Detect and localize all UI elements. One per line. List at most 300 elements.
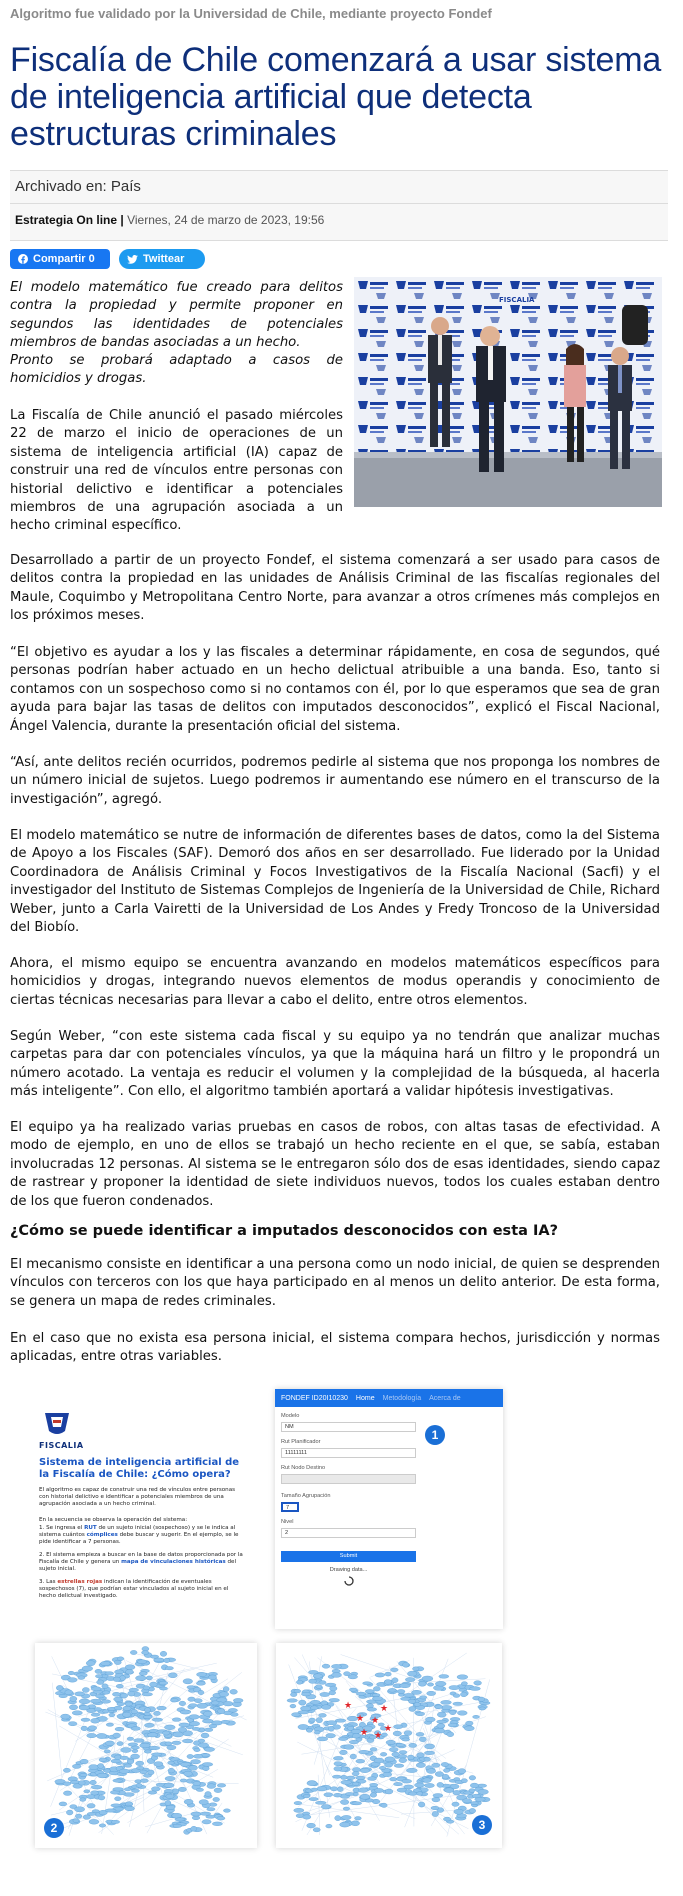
network-node — [307, 1823, 316, 1828]
network-node — [324, 1793, 333, 1797]
network-node — [166, 1794, 174, 1799]
network-node — [416, 1732, 424, 1736]
network-node — [346, 1776, 355, 1780]
network-node — [79, 1705, 90, 1710]
network-node — [432, 1811, 439, 1816]
network-node — [461, 1779, 467, 1783]
network-node — [157, 1706, 167, 1710]
suspect-star-icon: ★ — [371, 1716, 380, 1726]
network-node — [200, 1812, 211, 1815]
network-node — [214, 1788, 222, 1793]
network-node — [80, 1798, 86, 1802]
network-node — [121, 1693, 128, 1698]
network-node — [221, 1720, 229, 1723]
network-node — [431, 1806, 439, 1810]
network-node — [303, 1815, 311, 1819]
body-paragraph-1: La Fiscalía de Chile anunció el pasado miércoles 22 de marzo el inicio de operaciones de un sistema de inteligencia artificial (IA) capaz de construir una red de vínculos entre personas con historial delictivo e identificar a potenciales miembros de una agrupación asociada a un hecho criminal específico. — [10, 408, 343, 534]
submit-button[interactable]: Submit — [281, 1551, 416, 1562]
level-field[interactable]: 2 — [281, 1528, 416, 1538]
network-node — [394, 1725, 403, 1729]
network-node — [230, 1689, 238, 1694]
suspect-star-icon: ★ — [360, 1728, 369, 1738]
group-size-label: Tamaño Agrupación — [281, 1493, 331, 1499]
network-node — [372, 1696, 382, 1700]
network-node — [478, 1789, 489, 1794]
network-node — [78, 1676, 85, 1680]
network-node — [164, 1783, 174, 1788]
network-node — [416, 1763, 425, 1768]
network-node — [314, 1731, 320, 1735]
network-node — [301, 1692, 310, 1696]
network-node — [187, 1686, 195, 1689]
network-node — [127, 1737, 134, 1740]
network-node — [59, 1694, 68, 1698]
network-node — [356, 1759, 365, 1763]
network-node — [452, 1802, 459, 1806]
facebook-share-button[interactable] — [10, 249, 110, 269]
network-node — [116, 1684, 123, 1688]
press-conference-photo — [354, 277, 662, 507]
network-node — [196, 1682, 205, 1686]
network-node — [352, 1802, 362, 1805]
network-node — [315, 1801, 326, 1804]
network-node — [194, 1699, 202, 1703]
network-node — [126, 1669, 134, 1674]
infographic-suspects-map-panel — [276, 1643, 502, 1848]
network-node — [313, 1674, 322, 1679]
byline — [15, 213, 324, 227]
network-node — [98, 1764, 104, 1769]
network-node — [287, 1699, 297, 1703]
network-node — [91, 1713, 100, 1716]
network-node — [198, 1690, 204, 1694]
network-node — [103, 1710, 109, 1714]
network-node — [356, 1692, 366, 1695]
body-paragraph-7: Según Weber, “con este sistema cada fiscal y su equipo ya no tendrán que analizar muchas carpetas para dar con potenciales vínculos, ya que la máquina hará un filtro y le propondrá un número acotado. La ventaja es reducir el volumen y la complejidad de la búsqueda, al hacerla más inteligente”. Con ello, el algoritmo también aportará a validar hipótesis investigativas. — [10, 1029, 660, 1100]
network-node — [322, 1705, 331, 1710]
network-node — [443, 1768, 449, 1772]
network-node — [338, 1737, 347, 1741]
network-node — [154, 1762, 163, 1767]
model-label: Modelo — [281, 1413, 300, 1419]
network-node — [309, 1798, 318, 1801]
network-node — [414, 1703, 421, 1707]
network-node — [75, 1807, 85, 1812]
network-node — [427, 1691, 436, 1695]
network-node — [117, 1742, 123, 1746]
article-kicker: Algoritmo fue validado por la Universidad de Chile, mediante proyecto Fondef — [10, 6, 492, 21]
network-node — [184, 1771, 193, 1776]
network-node — [105, 1809, 116, 1812]
network-node — [443, 1817, 450, 1821]
step-badge-1: 1 — [425, 1425, 445, 1445]
network-node — [408, 1755, 415, 1760]
network-node — [162, 1731, 170, 1735]
app-nav-about[interactable]: Acerca de — [429, 1394, 461, 1402]
network-node — [389, 1747, 398, 1751]
network-node — [415, 1783, 425, 1787]
infographic-app-panel — [275, 1389, 503, 1629]
network-node — [349, 1688, 357, 1691]
network-node — [479, 1707, 486, 1710]
network-node — [299, 1700, 306, 1705]
network-node — [350, 1754, 356, 1759]
network-node — [374, 1758, 384, 1763]
network-node — [87, 1812, 96, 1815]
network-node — [156, 1783, 165, 1786]
byline-date: Viernes, 24 de marzo de 2023, 19:56 — [127, 213, 325, 227]
network-node — [450, 1717, 460, 1721]
network-node — [87, 1733, 97, 1737]
network-node — [404, 1731, 412, 1736]
network-node — [394, 1782, 403, 1785]
network-node — [300, 1706, 310, 1711]
network-node — [207, 1808, 215, 1811]
network-node — [317, 1786, 327, 1791]
network-node — [356, 1776, 366, 1780]
network-node — [115, 1797, 122, 1801]
network-node — [310, 1700, 320, 1704]
network-node — [104, 1769, 111, 1773]
app-nav-home[interactable]: Home — [355, 1394, 375, 1402]
network-node — [81, 1718, 90, 1721]
network-node — [310, 1706, 318, 1710]
network-node — [172, 1741, 181, 1745]
network-node — [101, 1700, 111, 1704]
network-node — [119, 1769, 129, 1773]
network-node — [469, 1776, 476, 1781]
network-node — [294, 1808, 304, 1812]
network-node — [131, 1789, 139, 1792]
network-node — [144, 1723, 154, 1727]
network-node — [136, 1761, 144, 1766]
network-node — [131, 1746, 139, 1749]
fiscalia-logo-icon — [43, 1411, 71, 1437]
infographic — [25, 1389, 505, 1849]
network-node — [384, 1680, 392, 1685]
network-node — [425, 1783, 435, 1787]
network-node — [109, 1713, 115, 1717]
section-subheading: ¿Cómo se puede identificar a imputados desconocidos con esta IA? — [10, 1223, 558, 1239]
network-node — [406, 1768, 417, 1772]
network-node — [217, 1817, 225, 1821]
network-node — [179, 1723, 190, 1727]
network-node — [113, 1779, 123, 1782]
network-node — [114, 1706, 122, 1710]
network-node — [447, 1732, 454, 1737]
network-node — [457, 1711, 467, 1716]
network-node — [167, 1745, 176, 1750]
network-node — [173, 1732, 183, 1737]
network-node — [115, 1727, 124, 1731]
network-node — [453, 1790, 461, 1795]
body-paragraph-3: “El objetivo es ayudar a los y las fiscales a determinar rápidamente, en cosa de segundos, qué personas podrían haber actuado en un hecho delictual atribuible a una banda. Eso, tanto si contamos con un sospechoso como si no contamos con él, por lo que esperamos que sea de gran ayuda para bajar las tasas de delitos con imputados desconocidos”, explicó el Fiscal Nacional, Ángel Valencia, durante la presentación oficial del sistema. — [10, 645, 660, 734]
network-node — [425, 1744, 435, 1749]
network-node — [453, 1694, 460, 1698]
network-node — [294, 1689, 301, 1693]
network-node — [132, 1749, 138, 1753]
network-node — [231, 1713, 239, 1717]
body-paragraph-2: Desarrollado a partir de un proyecto Fondef, el sistema comenzará a ser usado para casos de delitos contra la propiedad en las unidades de Análisis Criminal de las fiscalías regionales del Maule, Coquimbo y Metropolitana Centro Norte, para avanzar a otros crímenes más complejos en los próximos meses. — [10, 553, 660, 624]
network-node — [345, 1792, 354, 1795]
network-node — [329, 1698, 340, 1702]
network-node — [159, 1681, 168, 1685]
archived-category-link[interactable]: País — [110, 178, 141, 195]
network-node — [399, 1758, 407, 1763]
network-node — [208, 1675, 216, 1680]
network-node — [98, 1795, 105, 1800]
network-node — [375, 1673, 385, 1677]
network-edge — [318, 1775, 320, 1835]
network-node — [202, 1719, 213, 1723]
network-node — [68, 1722, 77, 1726]
network-node — [143, 1715, 152, 1718]
network-node — [207, 1784, 216, 1789]
network-node — [131, 1709, 138, 1713]
network-node — [151, 1787, 160, 1791]
network-node — [340, 1750, 348, 1755]
network-node — [148, 1791, 157, 1794]
network-node — [204, 1747, 215, 1751]
network-node — [211, 1701, 219, 1705]
network-node — [65, 1690, 73, 1695]
network-node — [333, 1756, 343, 1760]
network-node — [403, 1662, 410, 1667]
network-node — [296, 1680, 302, 1684]
network-node — [359, 1788, 368, 1793]
body-paragraph-10: En el caso que no exista esa persona inicial, el sistema compara hechos, jurisdicción y normas aplicadas, entre otras variables. — [10, 1331, 660, 1365]
network-node — [413, 1667, 420, 1671]
model-field[interactable]: NM — [281, 1422, 416, 1432]
network-node — [166, 1805, 175, 1809]
network-node — [298, 1711, 309, 1714]
network-node — [417, 1792, 423, 1796]
network-node — [330, 1686, 337, 1691]
network-node — [217, 1784, 226, 1788]
network-node — [449, 1710, 456, 1714]
network-node — [332, 1775, 341, 1778]
twitter-share-label: Twittear — [143, 253, 185, 265]
destination-field[interactable] — [281, 1474, 416, 1484]
network-node — [290, 1704, 296, 1708]
network-node — [72, 1764, 81, 1768]
network-node — [91, 1785, 102, 1789]
network-node — [223, 1687, 229, 1692]
network-node — [104, 1750, 110, 1753]
network-node — [470, 1687, 481, 1691]
network-node — [128, 1691, 135, 1696]
archived-label: Archivado en: — [15, 178, 107, 195]
network-node — [164, 1789, 173, 1793]
network-node — [102, 1684, 108, 1689]
network-node — [360, 1794, 370, 1799]
network-node — [409, 1699, 416, 1703]
network-node — [168, 1673, 177, 1678]
network-map-graph — [35, 1643, 257, 1848]
network-node — [82, 1666, 93, 1671]
network-node — [114, 1660, 121, 1664]
network-node — [75, 1692, 85, 1696]
network-node — [355, 1817, 362, 1821]
network-node — [63, 1768, 70, 1772]
rut-label: Rut Planificador — [281, 1439, 321, 1445]
network-node — [478, 1697, 485, 1702]
network-node — [365, 1690, 374, 1694]
network-node — [453, 1702, 463, 1705]
network-node — [437, 1720, 447, 1723]
network-node — [404, 1693, 415, 1697]
network-node — [97, 1733, 107, 1738]
network-node — [394, 1764, 404, 1768]
network-node — [209, 1724, 217, 1728]
network-node — [117, 1657, 124, 1661]
network-node — [56, 1685, 63, 1690]
network-node — [330, 1787, 337, 1791]
network-node — [388, 1688, 396, 1692]
network-node — [199, 1800, 208, 1805]
network-node — [441, 1762, 448, 1766]
network-node — [120, 1756, 128, 1760]
infographic-text-panel — [25, 1389, 255, 1629]
network-node — [127, 1759, 133, 1764]
network-node — [416, 1712, 425, 1716]
network-node — [462, 1799, 471, 1803]
network-node — [341, 1780, 352, 1784]
network-node — [111, 1820, 120, 1823]
app-header-bar — [275, 1389, 503, 1407]
network-node — [427, 1683, 433, 1686]
network-node — [322, 1664, 330, 1668]
network-node — [194, 1748, 200, 1752]
loading-spinner-icon — [344, 1576, 354, 1586]
infographic-sequence-intro: En la secuencia se observa la operación del sistema: — [39, 1517, 188, 1523]
network-node — [61, 1714, 70, 1719]
network-node — [290, 1693, 297, 1697]
archived-line — [15, 178, 141, 195]
network-node — [442, 1774, 449, 1779]
network-node — [159, 1687, 167, 1690]
network-node — [113, 1788, 124, 1792]
network-node — [95, 1675, 102, 1678]
network-node — [408, 1792, 417, 1796]
step-badge-3: 3 — [472, 1815, 492, 1835]
press-photo-illustration — [354, 277, 662, 507]
facebook-share-label: Compartir 0 — [33, 253, 95, 265]
network-node — [402, 1738, 410, 1741]
archived-box — [10, 170, 668, 204]
network-node — [427, 1769, 436, 1774]
network-node — [469, 1789, 475, 1793]
body-paragraph-6: Ahora, el mismo equipo se encuentra avanzando en modelos matemáticos específicos para homicidios y drogas, integrando nuevos elementos de modus operandis y conocimiento de ciertas técnicas necesarias para llevar a cabo el delito, entre otros elementos. — [10, 956, 660, 1008]
network-node — [337, 1787, 343, 1792]
network-node — [102, 1691, 110, 1694]
network-node — [178, 1787, 186, 1791]
network-node — [441, 1700, 452, 1704]
rut-field[interactable]: 11111111 — [281, 1448, 416, 1458]
network-node — [106, 1723, 113, 1726]
network-node — [197, 1703, 208, 1708]
network-node — [154, 1658, 165, 1662]
network-node — [165, 1667, 173, 1670]
suspect-star-icon: ★ — [374, 1731, 383, 1741]
network-node — [97, 1773, 107, 1778]
network-node — [313, 1828, 320, 1832]
network-node — [399, 1751, 407, 1755]
network-node — [472, 1794, 480, 1798]
network-node — [218, 1709, 225, 1714]
network-node — [164, 1725, 175, 1730]
network-node — [160, 1651, 167, 1656]
network-node — [219, 1692, 229, 1697]
network-node — [105, 1741, 114, 1746]
network-node — [320, 1692, 330, 1696]
network-node — [86, 1661, 95, 1666]
network-node — [97, 1680, 104, 1685]
network-node — [80, 1759, 88, 1764]
network-node — [471, 1802, 479, 1805]
network-node — [189, 1765, 198, 1770]
network-node — [90, 1699, 101, 1703]
network-node — [73, 1819, 79, 1823]
network-node — [435, 1728, 445, 1733]
network-node — [183, 1679, 193, 1684]
network-node — [88, 1726, 97, 1731]
network-node — [63, 1782, 71, 1786]
network-node — [319, 1714, 327, 1718]
network-node — [111, 1804, 121, 1807]
network-node — [191, 1826, 197, 1831]
byline-box — [10, 203, 668, 241]
network-node — [334, 1762, 342, 1766]
network-node — [95, 1669, 102, 1673]
network-node — [409, 1743, 417, 1747]
twitter-share-button[interactable] — [119, 249, 205, 269]
network-node — [432, 1763, 440, 1767]
network-node — [175, 1818, 185, 1821]
network-node — [165, 1742, 172, 1746]
network-node — [340, 1800, 348, 1805]
network-node — [124, 1788, 131, 1791]
network-node — [142, 1693, 153, 1696]
network-node — [66, 1810, 73, 1815]
network-edge — [309, 1794, 469, 1815]
app-nav-methodology[interactable]: Metodología — [382, 1394, 422, 1402]
network-node — [424, 1751, 434, 1755]
network-node — [334, 1767, 342, 1772]
network-node — [460, 1692, 467, 1697]
group-size-field[interactable]: 7 — [281, 1502, 299, 1512]
network-node — [164, 1658, 170, 1663]
network-node — [134, 1739, 145, 1743]
network-node — [367, 1708, 377, 1712]
network-node — [385, 1763, 393, 1768]
network-node — [307, 1781, 317, 1786]
network-node — [454, 1809, 464, 1814]
network-node — [125, 1665, 135, 1670]
body-paragraph-9: El mecanismo consiste en identificar a una persona como un nodo inicial, de quien se desprenden vínculos con terceros con los que haya participado en al menos un delito anterior. De esta forma, se genera un mapa de redes criminales. — [10, 1257, 660, 1309]
network-node — [405, 1678, 415, 1682]
network-node — [422, 1676, 433, 1681]
network-node — [193, 1754, 202, 1758]
network-node — [99, 1824, 106, 1827]
network-node — [457, 1675, 468, 1680]
network-node — [147, 1733, 158, 1737]
network-node — [187, 1754, 194, 1758]
network-node — [340, 1822, 350, 1827]
network-node — [368, 1777, 377, 1781]
network-node — [180, 1779, 187, 1782]
lead-paragraph-1: El modelo matemático fue creado para delitos contra la propiedad y permite proponer en segundos las identidades de potenciales miembros de bandas asociadas a un hecho. — [10, 280, 343, 351]
